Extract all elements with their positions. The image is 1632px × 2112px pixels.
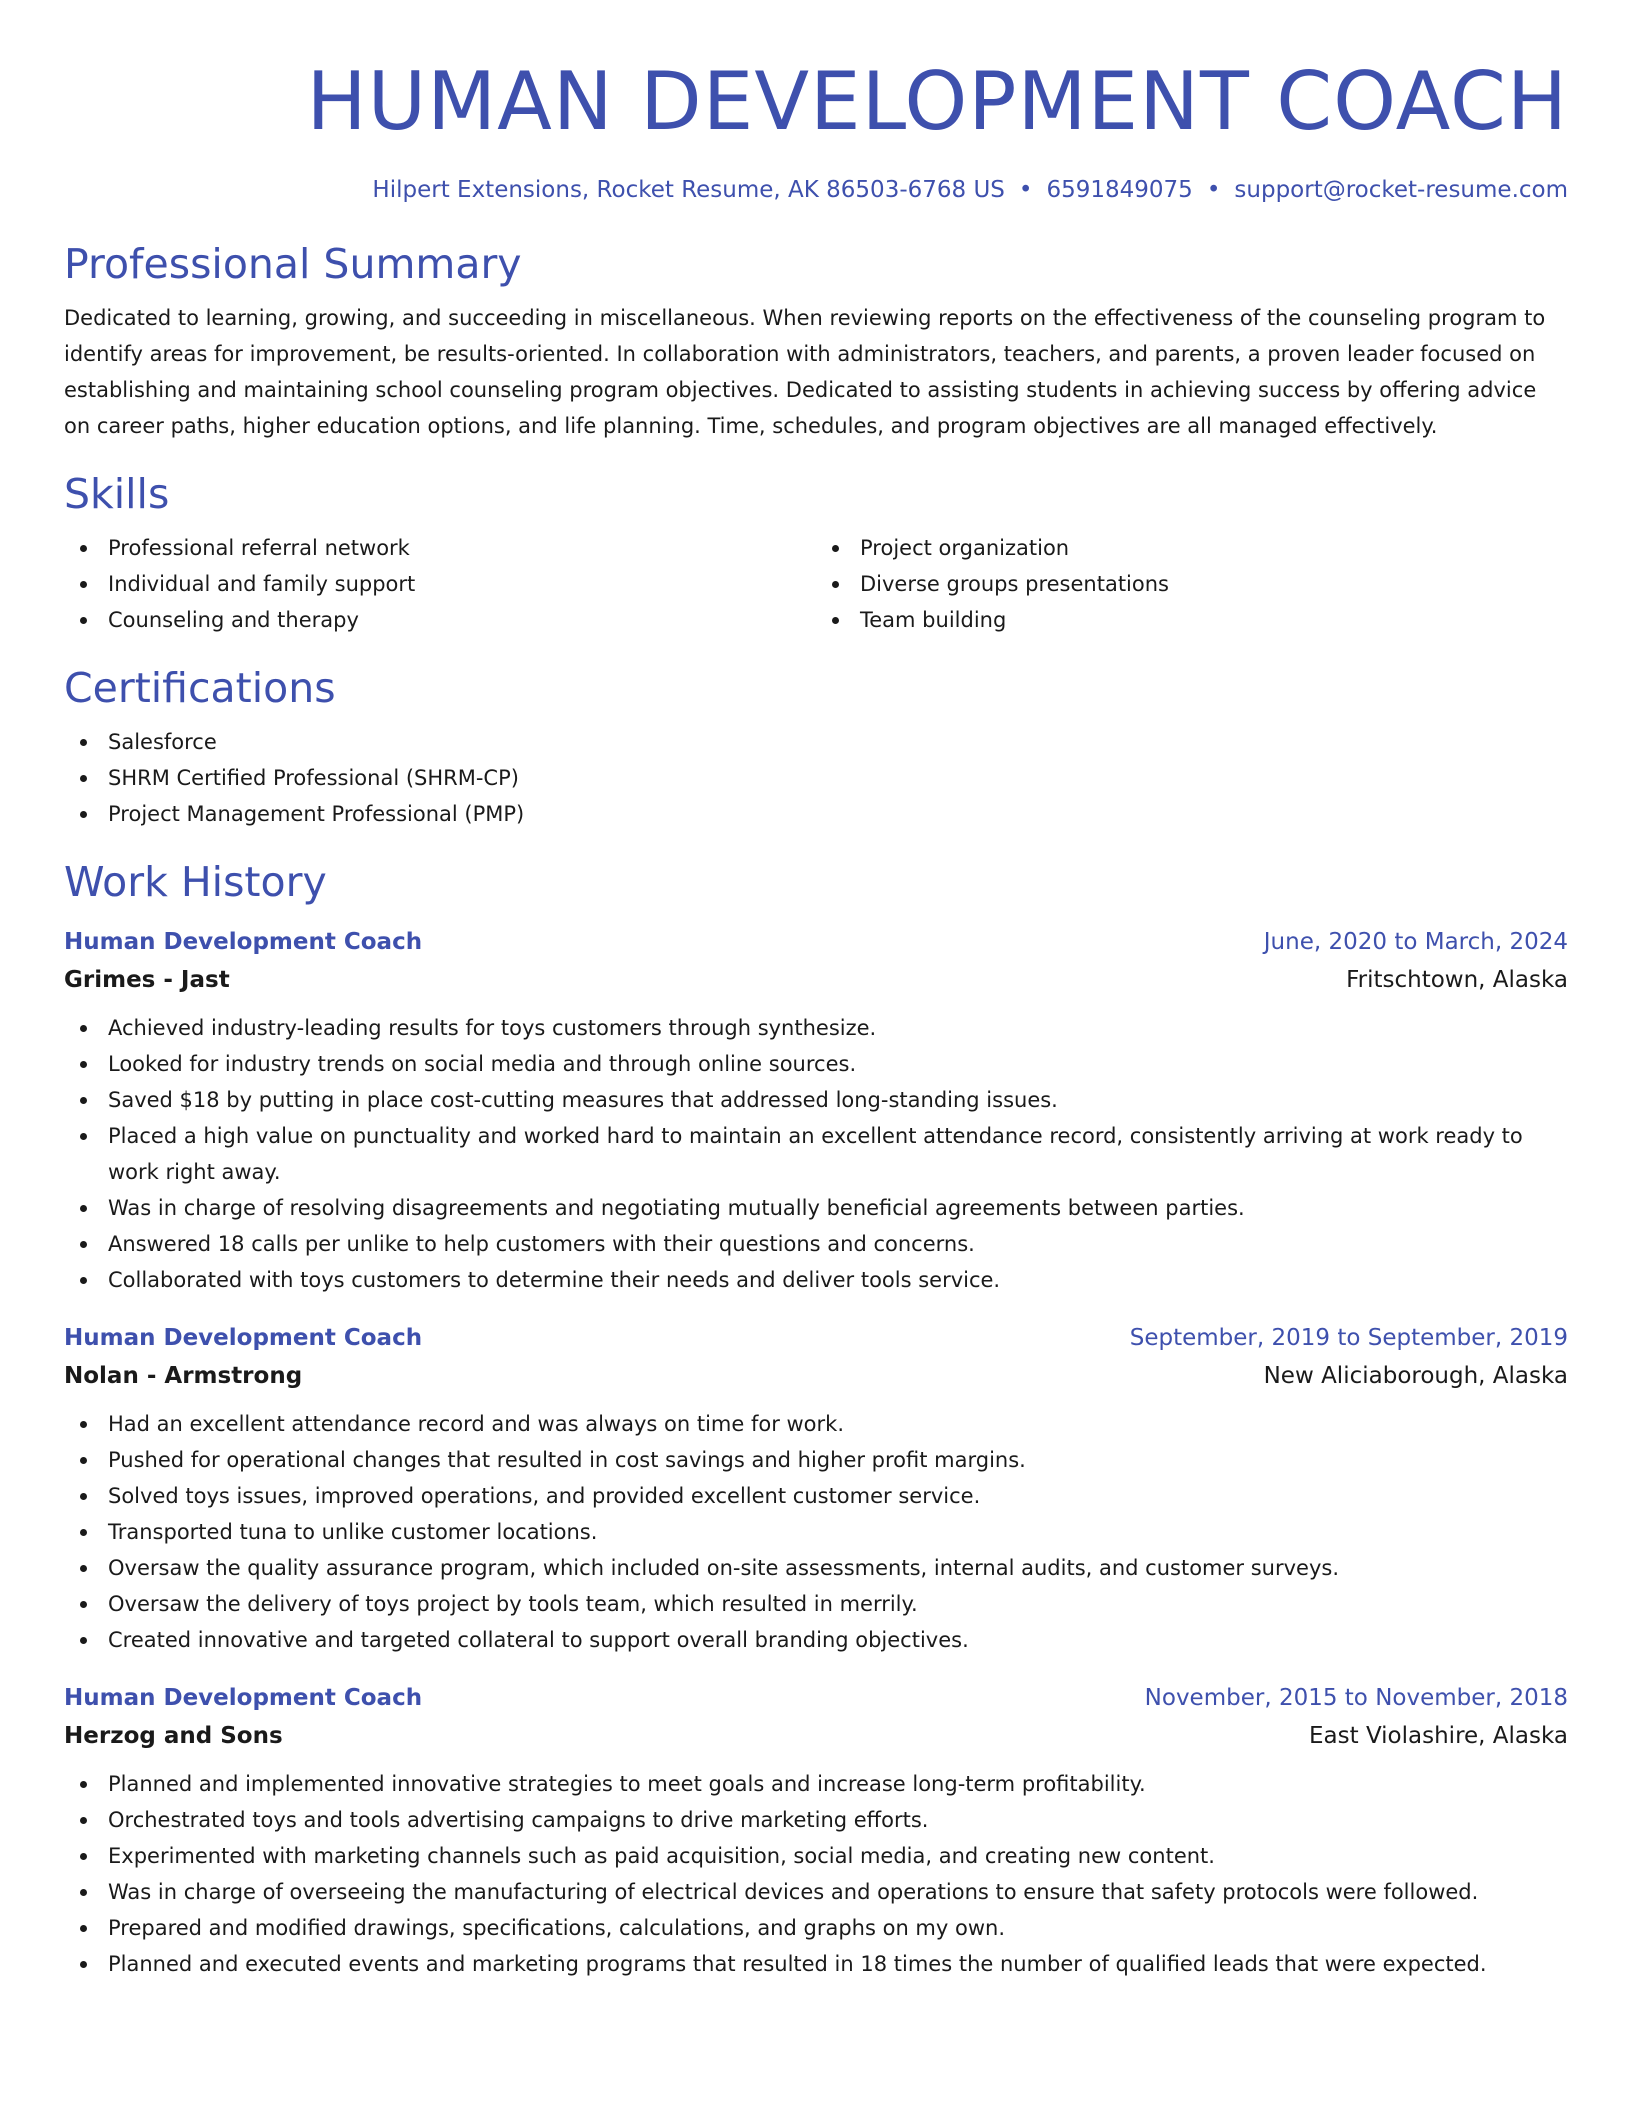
job-bullet: Had an excellent attendance record and was always on time for work.: [64, 1406, 1568, 1442]
job-dates: September, 2019 to September, 2019: [1129, 1325, 1568, 1351]
certification-item: SHRM Certified Professional (SHRM-CP): [64, 760, 1568, 796]
job-bullet: Experimented with marketing channels such as paid acquisition, social media, and creating new content.: [64, 1838, 1568, 1874]
job-bullet: Collaborated with toys customers to determine their needs and deliver tools service.: [64, 1262, 1568, 1298]
job-title: Human Development Coach: [64, 1325, 423, 1351]
skill-item: Team building: [816, 602, 1568, 638]
job-bullet: Looked for industry trends on social media and through online sources.: [64, 1046, 1568, 1082]
job-company-row: [64, 960, 1568, 1000]
contact-line: [64, 174, 1568, 206]
skill-item: Professional referral network: [64, 530, 816, 566]
job-bullet: Planned and executed events and marketing programs that resulted in 18 times the number of qualified leads that were expected.: [64, 1946, 1568, 1982]
job-company-row: [64, 1356, 1568, 1396]
job-bullet: Was in charge of resolving disagreements and negotiating mutually beneficial agreements between parties.: [64, 1190, 1568, 1226]
summary-text: Dedicated to learning, growing, and succeeding in miscellaneous. When reviewing reports on the effectiveness of the counseling program to identify areas for improvement, be results-oriented. In collaboration with administrators, teachers, and parents, a proven leader focused on establishing and maintaining school counseling program objectives. Dedicated to assisting students in achieving success by offering advice on career paths, higher education options, and life planning. Time, schedules, and program objectives are all managed effectively.: [64, 306, 1546, 438]
contact-address: Hilpert Extensions, Rocket Resume, AK 86503-6768 US: [372, 177, 1005, 203]
work-history-section: [64, 854, 1568, 1982]
job-company: Herzog and Sons: [64, 1723, 283, 1749]
job-header-row: [64, 924, 1568, 960]
skill-item: Individual and family support: [64, 566, 816, 602]
skills-list-right: [816, 530, 1568, 638]
resume-name: HUMAN DEVELOPMENT COACH: [306, 55, 1568, 148]
job-location: Fritschtown, Alaska: [1346, 967, 1568, 993]
job-bullet: Placed a high value on punctuality and worked hard to maintain an excellent attendance record, consistently arriving at work ready to work right away.: [64, 1118, 1568, 1190]
skills-grid: [64, 530, 1568, 638]
job-bullet: Achieved industry-leading results for toys customers through synthesize.: [64, 1010, 1568, 1046]
job-title: Human Development Coach: [64, 1685, 423, 1711]
job-entry: [64, 1680, 1568, 1982]
job-bullet: Was in charge of overseeing the manufacturing of electrical devices and operations to ensure that safety protocols were followed.: [64, 1874, 1568, 1910]
skills-heading: Skills: [64, 470, 170, 518]
job-bullet: Orchestrated toys and tools advertising campaigns to drive marketing efforts.: [64, 1802, 1568, 1838]
job-company: Grimes - Jast: [64, 967, 230, 993]
job-bullet: Pushed for operational changes that resulted in cost savings and higher profit margins.: [64, 1442, 1568, 1478]
certification-item: Project Management Professional (PMP): [64, 796, 1568, 832]
job-company-row: [64, 1716, 1568, 1756]
contact-phone: 6591849075: [1046, 177, 1193, 203]
job-entry: [64, 1320, 1568, 1658]
job-bullet: Created innovative and targeted collateral to support overall branding objectives.: [64, 1622, 1568, 1658]
skill-item: Diverse groups presentations: [816, 566, 1568, 602]
job-bullet: Solved toys issues, improved operations, and provided excellent customer service.: [64, 1478, 1568, 1514]
job-bullets: [64, 1766, 1568, 1982]
job-bullet: Oversaw the delivery of toys project by tools team, which resulted in merrily.: [64, 1586, 1568, 1622]
job-bullet: Prepared and modified drawings, specifications, calculations, and graphs on my own.: [64, 1910, 1568, 1946]
job-bullet: Oversaw the quality assurance program, which included on-site assessments, internal audits, and customer surveys.: [64, 1550, 1568, 1586]
certification-item: Salesforce: [64, 724, 1568, 760]
summary-heading: Professional Summary: [64, 240, 522, 288]
work-history-heading: Work History: [64, 858, 327, 906]
summary-section: [64, 236, 1568, 444]
job-title: Human Development Coach: [64, 929, 423, 955]
certifications-list: [64, 724, 1568, 832]
job-header-row: [64, 1680, 1568, 1716]
job-bullet: Transported tuna to unlike customer locations.: [64, 1514, 1568, 1550]
contact-email: support@rocket-resume.com: [1234, 177, 1568, 203]
skill-item: Counseling and therapy: [64, 602, 816, 638]
job-bullet: Saved $18 by putting in place cost-cutting measures that addressed long-standing issues.: [64, 1082, 1568, 1118]
skills-list-left: [64, 530, 816, 638]
job-company: Nolan - Armstrong: [64, 1363, 303, 1389]
job-dates: November, 2015 to November, 2018: [1144, 1685, 1568, 1711]
job-location: New Aliciaborough, Alaska: [1263, 1363, 1568, 1389]
job-header-row: [64, 1320, 1568, 1356]
job-bullets: [64, 1406, 1568, 1658]
contact-separator: •: [1018, 177, 1033, 203]
job-dates: June, 2020 to March, 2024: [1263, 929, 1568, 955]
job-entry: [64, 924, 1568, 1298]
skill-item: Project organization: [816, 530, 1568, 566]
contact-separator: •: [1206, 177, 1221, 203]
job-bullet: Planned and implemented innovative strategies to meet goals and increase long-term profitability.: [64, 1766, 1568, 1802]
job-bullets: [64, 1010, 1568, 1298]
job-location: East Violashire, Alaska: [1309, 1723, 1568, 1749]
skills-section: [64, 466, 1568, 638]
job-bullet: Answered 18 calls per unlike to help customers with their questions and concerns.: [64, 1226, 1568, 1262]
certifications-heading: Certifications: [64, 664, 336, 712]
certifications-section: [64, 660, 1568, 832]
